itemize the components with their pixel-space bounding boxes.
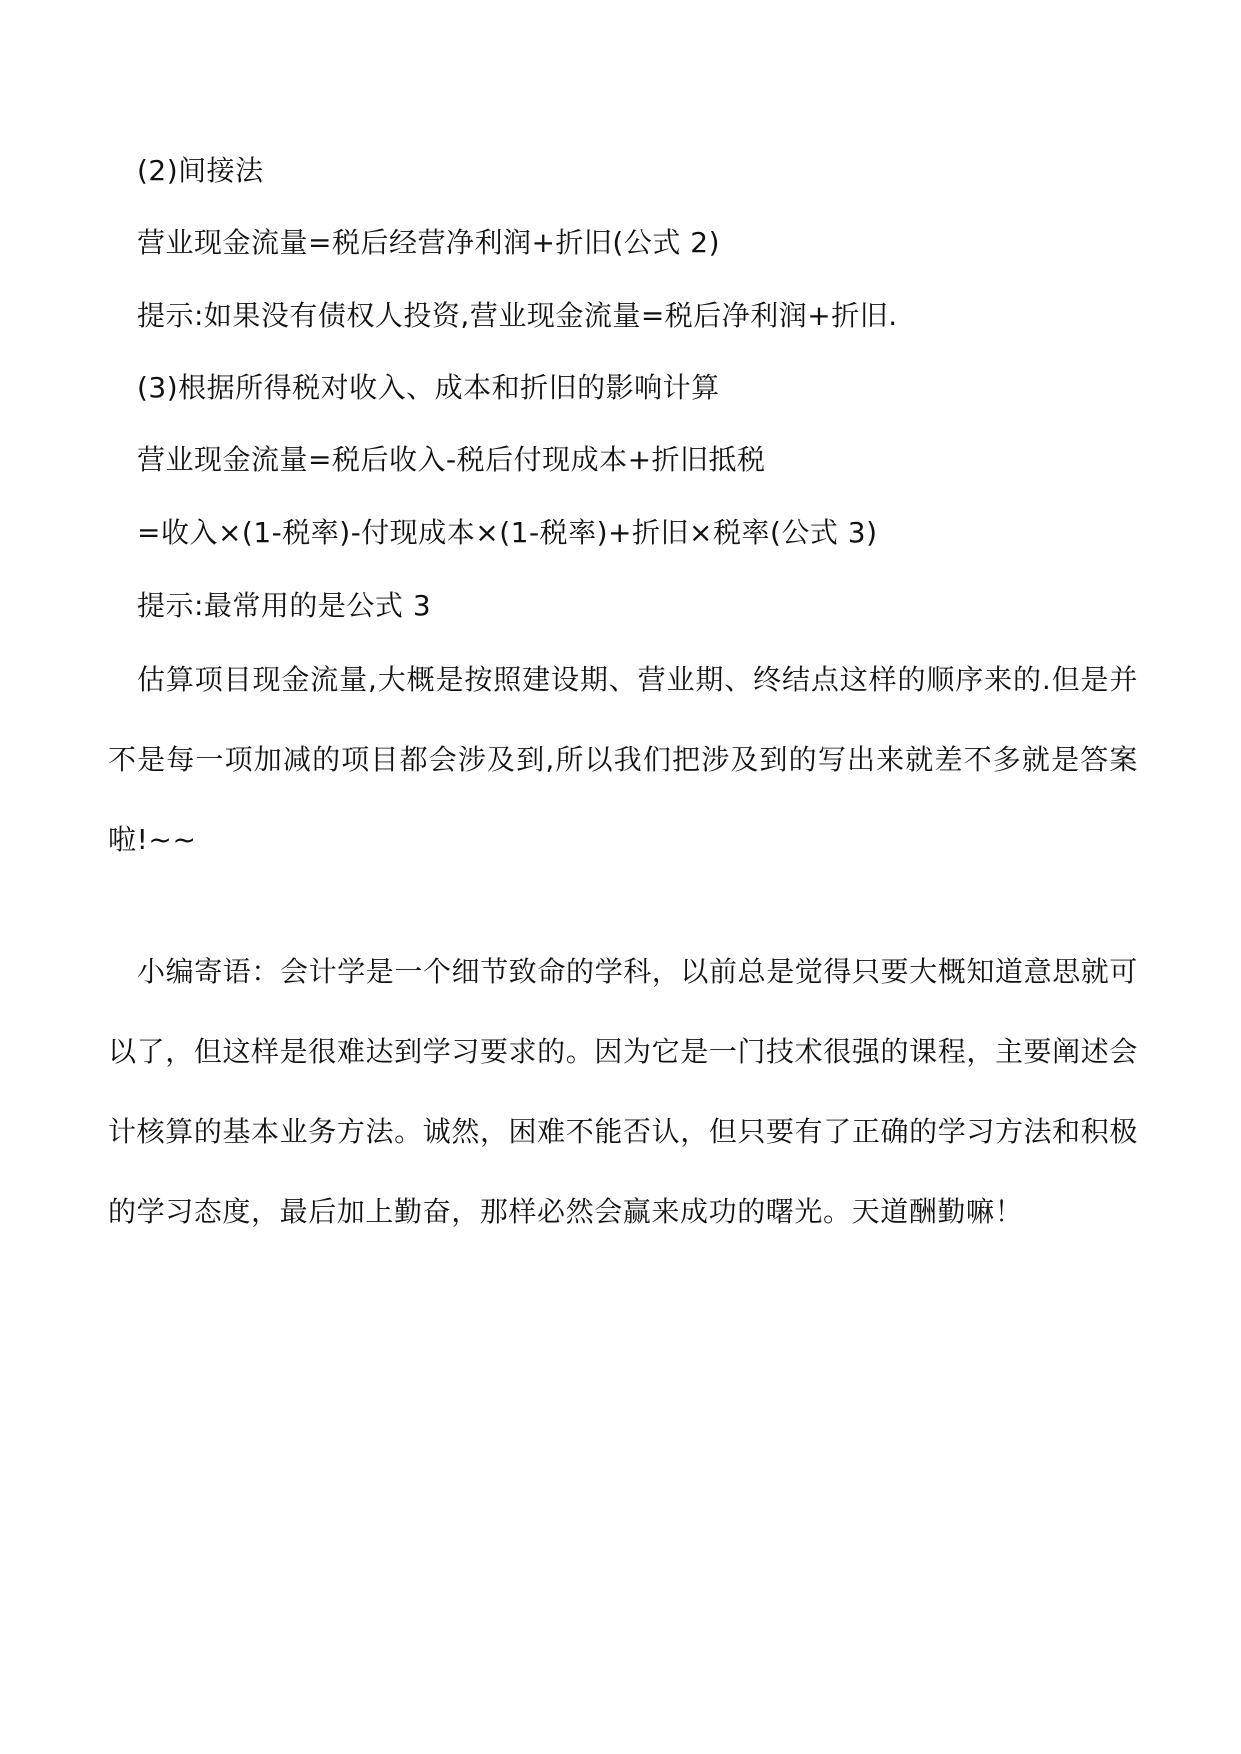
formula-2-line: 营业现金流量=税后经营净利润+折旧(公式 2) <box>137 226 720 259</box>
tip-line-2: 提示:最常用的是公式 3 <box>137 589 432 622</box>
heading-tax-impact-method: (3)根据所得税对收入、成本和折旧的影响计算 <box>137 371 720 404</box>
tip-line-1: 提示:如果没有债权人投资,营业现金流量=税后净利润+折旧. <box>137 299 898 332</box>
estimate-paragraph: 估算项目现金流量,大概是按照建设期、营业期、终结点这样的顺序来的.但是并不是每一项加减的项目都会涉及到,所以我们把涉及到的写出来就差不多就是答案啦!~~ <box>108 663 1138 856</box>
formula-3-line-1: 营业现金流量=税后收入-税后付现成本+折旧抵税 <box>137 443 766 476</box>
formula-3-line-2: =收入×(1-税率)-付现成本×(1-税率)+折旧×税率(公式 3) <box>137 516 878 549</box>
editor-note-paragraph: 小编寄语：会计学是一个细节致命的学科，以前总是觉得只要大概知道意思就可以了，但这样是很难达到学习要求的。因为它是一门技术很强的课程，主要阐述会计核算的基本业务方法。诚然，困难不能否认，但只要有了正确的学习方法和积极的学习态度，最后加上勤奋，那样必然会赢来成功的曙光。天道酬勤嘛！ <box>108 955 1139 1228</box>
heading-indirect-method: (2)间接法 <box>137 154 264 187</box>
